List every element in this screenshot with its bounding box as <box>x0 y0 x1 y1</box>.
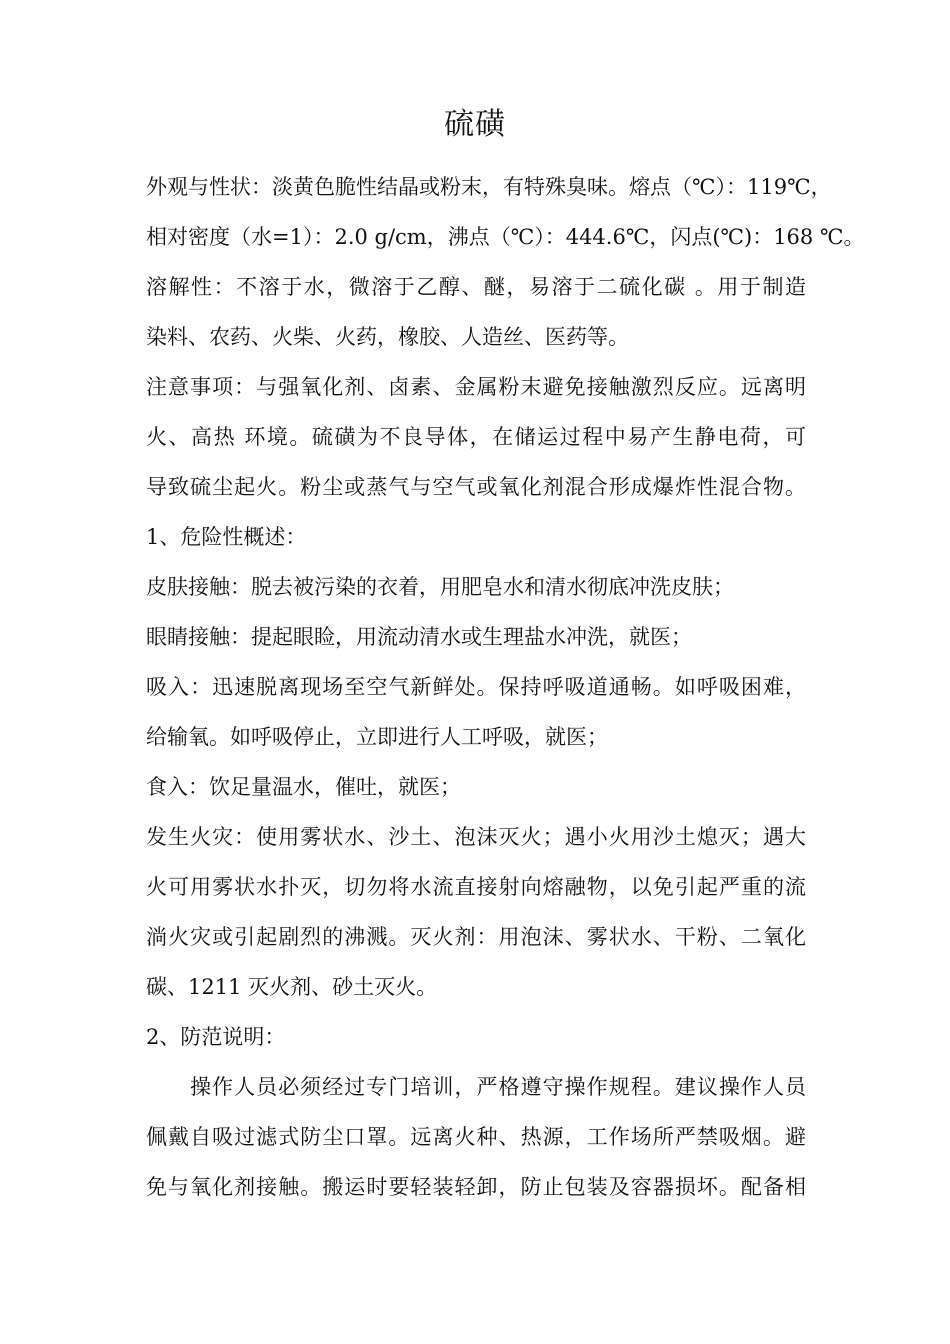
document-title: 硫磺 <box>444 107 506 142</box>
body-line: 染料、农药、火柴、火药，橡胶、人造丝、医药等。 <box>146 325 629 349</box>
body-line: 皮肤接触：脱去被污染的衣着，用肥皂水和清水彻底冲洗皮肤； <box>146 575 734 599</box>
body-line: 碳、1211 灭火剂、砂土灭火。 <box>146 975 438 999</box>
section-heading: 2、防范说明： <box>146 1025 286 1049</box>
body-line: 相对密度（水=1）：2.0 g/cm，沸点（℃）：444.6℃，闪点(℃)：168 ℃。 <box>146 225 865 249</box>
body-line: 导致硫尘起火。粉尘或蒸气与空气或氧化剂混合形成爆炸性混合物。 <box>146 475 806 499</box>
body-line: 外观与性状：淡黄色脆性结晶或粉末，有特殊臭味。熔点（℃）：119℃， <box>146 175 832 199</box>
body-line: 火、高热 环境。硫磺为不良导体，在储运过程中易产生静电荷，可 <box>146 425 806 449</box>
body-line: 操作人员必须经过专门培训，严格遵守操作规程。建议操作人员 <box>190 1075 806 1099</box>
body-line: 给输氧。如呼吸停止，立即进行人工呼吸，就医； <box>146 725 608 749</box>
body-line: 免与氧化剂接触。搬运时要轻装轻卸，防止包装及容器损坏。配备相 <box>146 1175 806 1199</box>
body-line: 溶解性：不溶于水，微溶于乙醇、醚，易溶于二硫化碳 。用于制造 <box>146 275 806 299</box>
section-heading: 1、危险性概述： <box>146 525 307 549</box>
body-line: 食入：饮足量温水，催吐，就医； <box>146 775 461 799</box>
body-line: 火可用雾状水扑灭，切勿将水流直接射向熔融物，以免引起严重的流 <box>146 875 806 899</box>
body-line: 吸入：迅速脱离现场至空气新鲜处。保持呼吸道通畅。如呼吸困难， <box>146 675 806 699</box>
document-body <box>146 162 865 1212</box>
body-line: 眼睛接触：提起眼睑，用流动清水或生理盐水冲洗，就医； <box>146 625 692 649</box>
body-line: 注意事项：与强氧化剂、卤素、金属粉末避免接触激烈反应。远离明 <box>146 375 806 399</box>
body-line: 佩戴自吸过滤式防尘口罩。远离火种、热源，工作场所严禁吸烟。避 <box>146 1125 806 1149</box>
body-line: 发生火灾：使用雾状水、沙土、泡沫灭火；遇小火用沙土熄灭；遇大 <box>146 825 806 849</box>
body-line: 淌火灾或引起剧烈的沸溅。灭火剂：用泡沫、雾状水、干粉、二氧化 <box>146 925 806 949</box>
